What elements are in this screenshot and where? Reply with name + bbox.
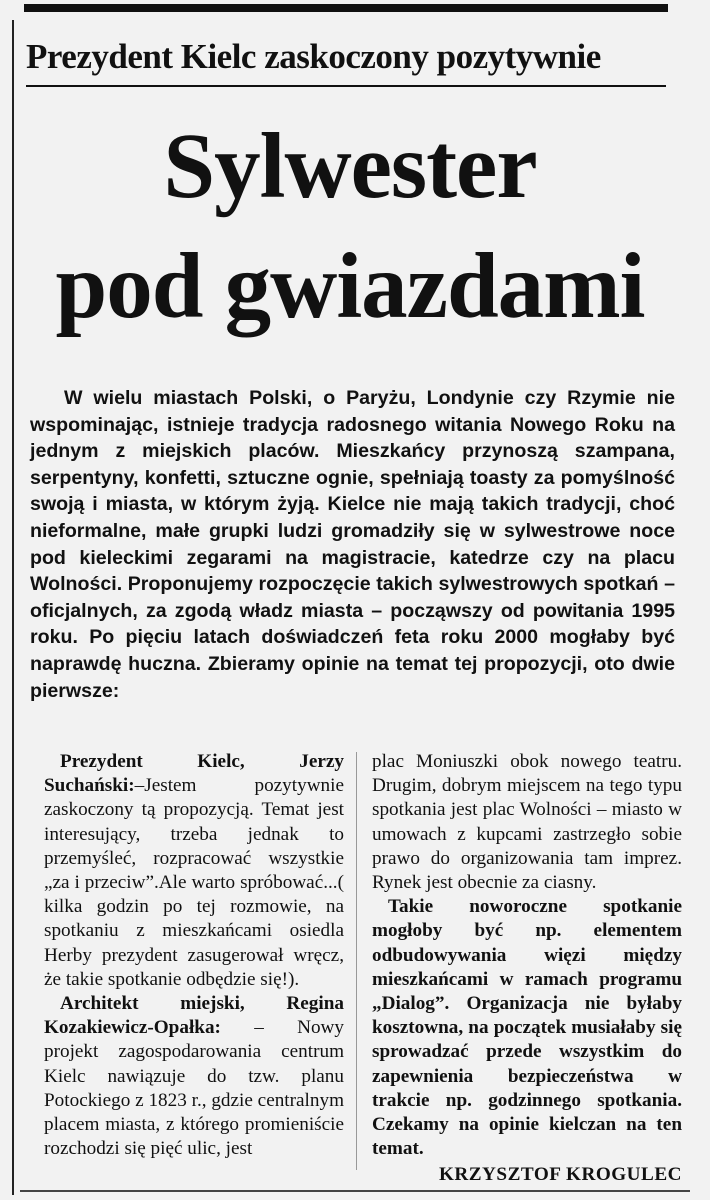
top-rule <box>24 4 668 12</box>
speaker-architect: Architekt miejski, Regina Kozakiewicz-Opałka: <box>44 993 344 1039</box>
author-signature: KRZYSZTOF KROGULEC <box>438 1164 682 1186</box>
article-column-1 <box>44 750 344 1161</box>
column-divider <box>356 752 357 1170</box>
bottom-rule <box>20 1190 690 1192</box>
paragraph-continuation: plac Moniuszki obok nowego teatru. Drugim, dobrym miejscem na tego typu spotkania jest plac Wolności – miasto w umowach z kupcami zastrzegło sobie prawo do organizowania tam imprez. Rynek jest obecnie za ciasny. <box>372 751 682 894</box>
paragraph-conclusion: Takie noworoczne spotkanie mogłoby być np. elementem odbudowywania więzi między mieszkańcami w ramach programu „Dialog”. Organizacja nie byłaby kosztowna, na początek musiałaby się sprowadzać przede wszystkim do zapewnienia bezpieczeństwa w trakcie np. godzinnego spotkania. Czekamy na opinie kielczan na ten temat. <box>372 896 682 1160</box>
headline-line-1: Sylwester <box>163 115 537 218</box>
paragraph-architect <box>44 992 344 1161</box>
lead-text: W wielu miastach Polski, o Paryżu, Londynie czy Rzymie nie wspominając, istnieje tradycja radosnego witania Nowego Roku na jednym z miejskich placów. Mieszkańcy przynoszą szampana, serpentyny, konfetti, sztuczne ognie, spełniają toasty za pomyślność swoją i miasta, w którym żyją. Kielce nie mają takich tradycji, choć nieformalne, małe grupki ludzi gromadziły się w sylwestrowe noce pod kieleckimi zegarami na magistracie, katedrze czy na placu Wolności. Proponujemy rozpoczęcie takich sylwestrowych spotkań – oficjalnych, za zgodą władz miasta – począwszy od powitania 1995 roku. Po pięciu latach doświadczeń feta roku 2000 mogłaby być naprawdę huczna. Zbieramy opinie na temat tej propozycji, oto dwie pierwsze: <box>30 387 675 702</box>
kicker-rule <box>26 85 666 87</box>
quote-architect: – Nowy projekt zagospodarowania centrum Kielc nawiązuje do tzw. planu Potockiego z 1823 r., gdzie centralnym placem miasta, z którego promieniście rozchodzi się pięć ulic, jest <box>44 1017 344 1160</box>
speaker-mayor: Prezydent Kielc, Jerzy Suchański: <box>44 751 344 797</box>
paragraph-mayor <box>44 750 344 992</box>
article-column-2 <box>372 750 682 1188</box>
kicker-headline: Prezydent Kielc zaskoczony pozytywnie <box>26 37 601 76</box>
lead-paragraph <box>30 385 675 704</box>
quote-mayor: –Jestem pozytywnie zaskoczony tą propozycją. Temat jest interesujący, trzeba jednak to przemyśleć, rozpracować wszystkie „za i przeciw”.Ale warto spróbować...( kilka godzin po tej rozmowie, na spotkaniu z mieszkańcami osiedla Herby prezydent zasugerował wręcz, że takie spotkanie odbędzie się!). <box>44 775 344 990</box>
headline-line-2: pod gwiazdami <box>55 235 645 338</box>
